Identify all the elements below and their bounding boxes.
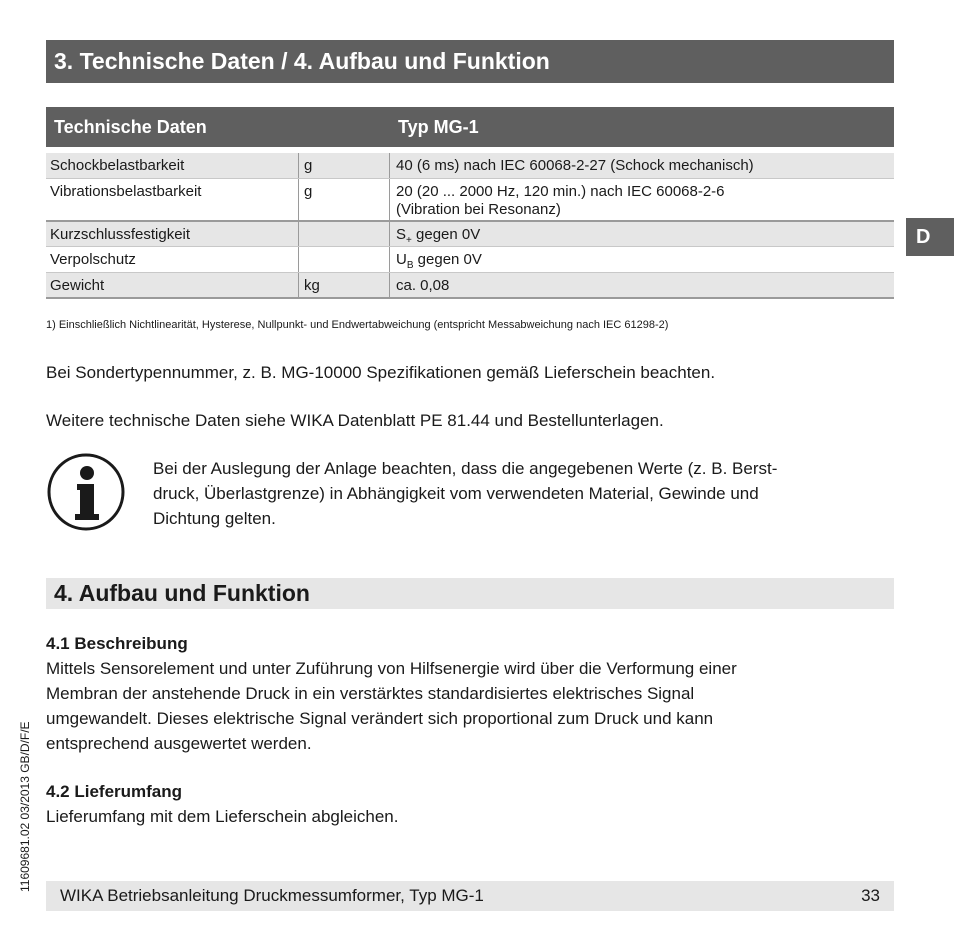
footer-title: WIKA Betriebsanleitung Druckmessumformer, Typ MG-1	[60, 886, 484, 905]
row-value: ca. 0,08	[396, 277, 450, 294]
table-row	[46, 273, 894, 299]
language-tab: D	[906, 218, 954, 256]
row-label: Schockbelastbarkeit	[50, 157, 185, 174]
table-row	[46, 247, 894, 273]
row-label: Gewicht	[50, 277, 105, 294]
paragraph-special-types: Bei Sondertypennummer, z. B. MG-10000 Spezifikationen gemäß Lieferschein beachten.	[46, 363, 716, 382]
row-value	[396, 226, 480, 246]
section-title: 4. Aufbau und Funktion	[46, 578, 894, 609]
paragraph-datasheet: Weitere technische Daten siehe WIKA Datenblatt PE 81.44 und Bestellunterlagen.	[46, 411, 664, 430]
table-row	[46, 222, 894, 247]
body-line: Mittels Sensorelement und unter Zuführung von Hilfsenergie wird über die Verformung einer	[46, 659, 737, 678]
info-icon	[46, 452, 126, 532]
page-title: 3. Technische Daten / 4. Aufbau und Funktion	[46, 40, 894, 83]
table-row	[46, 153, 894, 179]
row-label: Kurzschlussfestigkeit	[50, 226, 191, 243]
footnote: 1) Einschließlich Nichtlinearität, Hysterese, Nullpunkt- und Endwertabweichung (entspricht Messabweichung nach IEC 61298-2)	[46, 319, 669, 331]
value-text: gegen 0V	[413, 251, 482, 268]
info-line: druck, Überlastgrenze) in Abhängigkeit vom verwendeten Material, Gewinde und	[153, 484, 759, 503]
page-footer	[46, 881, 894, 911]
row-value: 40 (6 ms) nach IEC 60068-2-27 (Schock mechanisch)	[396, 157, 754, 174]
document-id: 11609681.02 03/2013 GB/D/F/E	[18, 721, 32, 892]
value-text: gegen 0V	[411, 226, 481, 243]
description-body	[46, 656, 866, 756]
row-unit: kg	[304, 277, 320, 294]
body-line: entsprechend ausgewertet werden.	[46, 734, 312, 753]
body-line: umgewandelt. Dieses elektrische Signal verändert sich proportional zum Druck und kann	[46, 709, 714, 728]
technical-data-table	[46, 107, 894, 299]
value-subscript: B	[406, 260, 414, 271]
table-row	[46, 179, 894, 222]
table-header	[46, 107, 894, 147]
value-subscript: +	[406, 235, 412, 246]
subsection-title-scope: 4.2 Lieferumfang	[46, 782, 183, 801]
scope-body: Lieferumfang mit dem Lieferschein abgleichen.	[46, 807, 399, 826]
table-header-type: Typ MG-1	[398, 117, 479, 137]
row-unit: g	[304, 157, 313, 174]
table-header-label: Technische Daten	[54, 117, 207, 137]
value-symbol: S	[396, 226, 407, 243]
row-value: 20 (20 ... 2000 Hz, 120 min.) nach IEC 60068-2-6	[396, 183, 725, 200]
info-note	[153, 456, 873, 531]
value-symbol: U	[396, 251, 407, 268]
page-number: 33	[861, 886, 880, 905]
row-label: Vibrationsbelastbarkeit	[50, 183, 202, 200]
row-label: Verpolschutz	[50, 251, 136, 268]
row-value	[396, 251, 482, 271]
body-line: Membran der anstehende Druck in ein verstärktes standardisiertes elektrisches Signal	[46, 684, 695, 703]
row-value-line2: (Vibration bei Resonanz)	[396, 201, 561, 218]
info-line: Dichtung gelten.	[153, 509, 276, 528]
row-unit: g	[304, 183, 313, 200]
subsection-title-description: 4.1 Beschreibung	[46, 634, 188, 653]
info-line: Bei der Auslegung der Anlage beachten, dass die angegebenen Werte (z. B. Berst-	[153, 459, 778, 478]
